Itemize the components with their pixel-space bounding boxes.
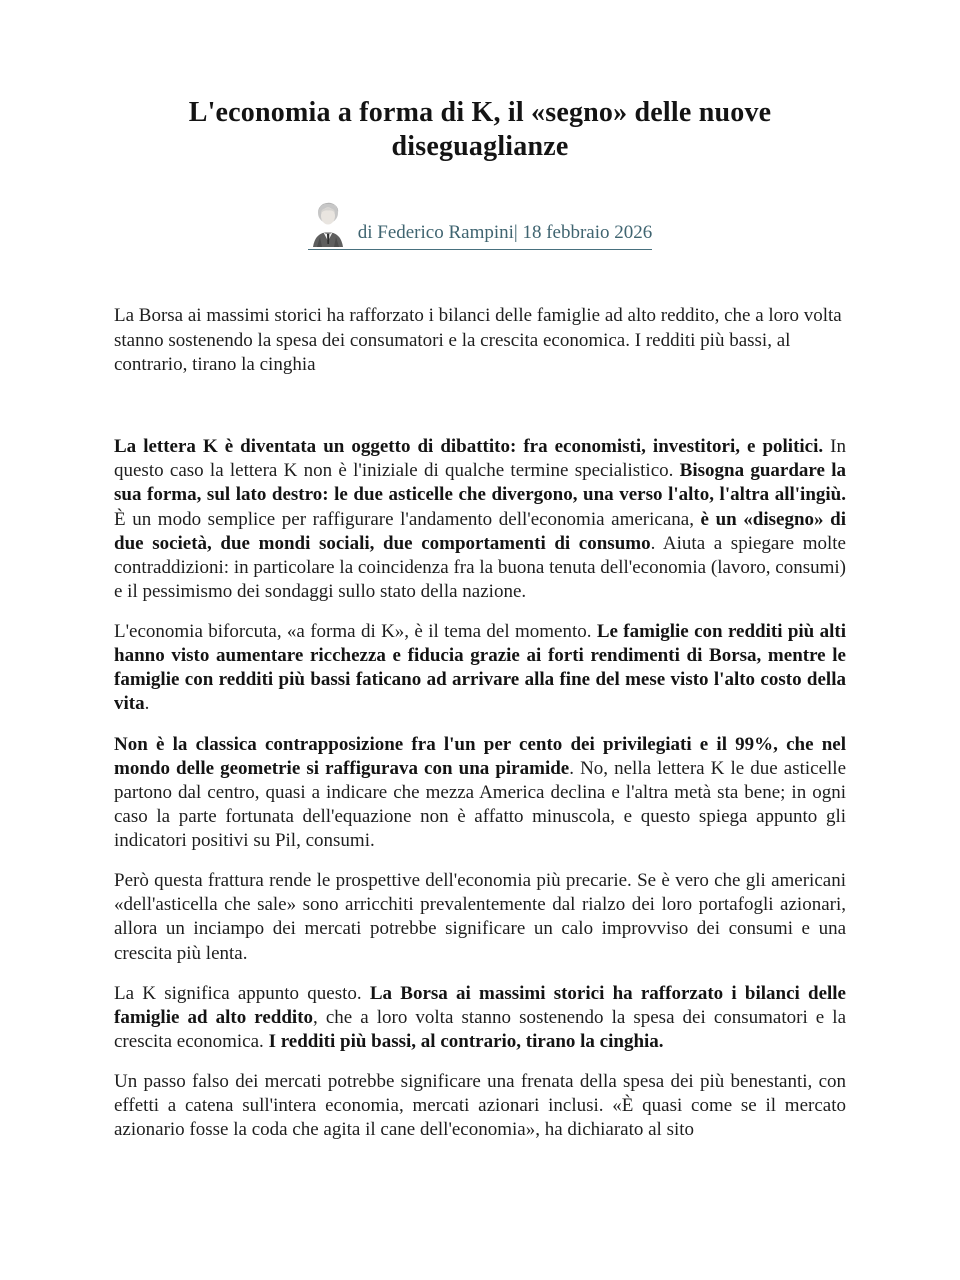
article-paragraph — [114, 1070, 846, 1142]
bold-text-run: La Borsa ai massimi storici ha rafforzato i bilanci delle famiglie ad alto reddito — [114, 982, 846, 1028]
byline-row — [0, 201, 960, 252]
article-paragraph — [114, 869, 846, 966]
article-paragraph — [114, 982, 846, 1054]
bold-text-run: Le famiglie con redditi più alti hanno visto aumentare ricchezza e fiducia grazie ai forti rendimenti di Borsa, mentre le famiglie con redditi più bassi faticano ad arrivare alla fine del mese visto l'alto costo della vita — [114, 621, 846, 715]
text-run: L'economia biforcuta, «a forma di K», è il tema del momento. — [114, 621, 597, 642]
text-run: , che a loro volta stanno sostenendo la spesa dei consumatori e la crescita economica. — [114, 1006, 847, 1052]
text-run: Un passo falso dei mercati potrebbe significare una frenata della spesa dei più benestanti, con effetti a catena sull'intera economia, mercati azionari inclusi. «È quasi come se il mercato azionario fosse la coda che agita il cane dell'economia», ha dichiarato al sito — [114, 1071, 846, 1141]
article-paragraph — [114, 620, 846, 717]
text-run: È un modo semplice per raffigurare l'andamento dell'economia americana, — [114, 508, 701, 530]
byline-text: di Federico Rampini| 18 febbraio 2026 — [357, 222, 653, 244]
text-run: . — [144, 693, 150, 715]
bold-text-run: La lettera K è diventata un oggetto di dibattito: fra economisti, investitori, e politici. — [114, 436, 824, 458]
bold-text-run: è un «disegno» di due società, due mondi sociali, due comportamenti di consumo — [114, 508, 846, 554]
bold-text-run: Bisogna guardare la sua forma, sul lato destro: le due asticelle che divergono, una verso l'alto, l'altra all'ingiù. — [114, 460, 847, 506]
text-run: La K significa appunto questo. — [114, 982, 370, 1004]
article-title: L'economia a forma di K, il «segno» delle nuove diseguaglianze — [188, 97, 772, 162]
article-paragraph — [114, 733, 846, 854]
bold-text-run: Non è la classica contrapposizione fra l'un per cento dei privilegiati e il 99%, che nel mondo delle geometrie si raffigurava con una piramide — [114, 733, 846, 779]
article-content — [114, 304, 846, 1142]
text-run: In questo caso la lettera K non è l'iniziale di qualche termine specialistico. — [114, 436, 847, 482]
author-photo — [308, 201, 348, 247]
text-run: . No, nella lettera K le due asticelle partono dal centro, quasi a indicare che mezza America declina e l'altra metà sta bene; in ogni caso la parte fortunata dell'equazione non è affatto minuscola, e questo spiega appunto gli indicatori positivi su Pil, consumi. — [114, 757, 846, 851]
author-byline-link[interactable] — [308, 201, 653, 250]
text-run: . Aiuta a spiegare molte contraddizioni: in particolare la coincidenza fra la buona tenuta dell'economia (lavoro, consumi) e il pessimismo dei sondaggi sullo stato della nazione. — [114, 532, 846, 602]
article-body — [114, 435, 846, 1142]
text-run: Però questa frattura rende le prospettive dell'economia più precarie. Se è vero che gli americani «dell'asticella che sale» sono arricchiti prevalentemente dal rialzo dei loro portafogli azionari, allora un inciampo dei mercati potrebbe significare un calo improvviso dei consumi e una crescita più lenta. — [114, 870, 846, 964]
article-lead: La Borsa ai massimi storici ha rafforzato i bilanci delle famiglie ad alto reddito, che a loro volta stanno sostenendo la spesa dei consumatori e la crescita economica. I redditi più bassi, al contrario, tirano la cinghia — [114, 305, 842, 375]
bold-text-run: I redditi più bassi, al contrario, tirano la cinghia. — [268, 1030, 664, 1052]
article-paragraph — [114, 435, 846, 604]
